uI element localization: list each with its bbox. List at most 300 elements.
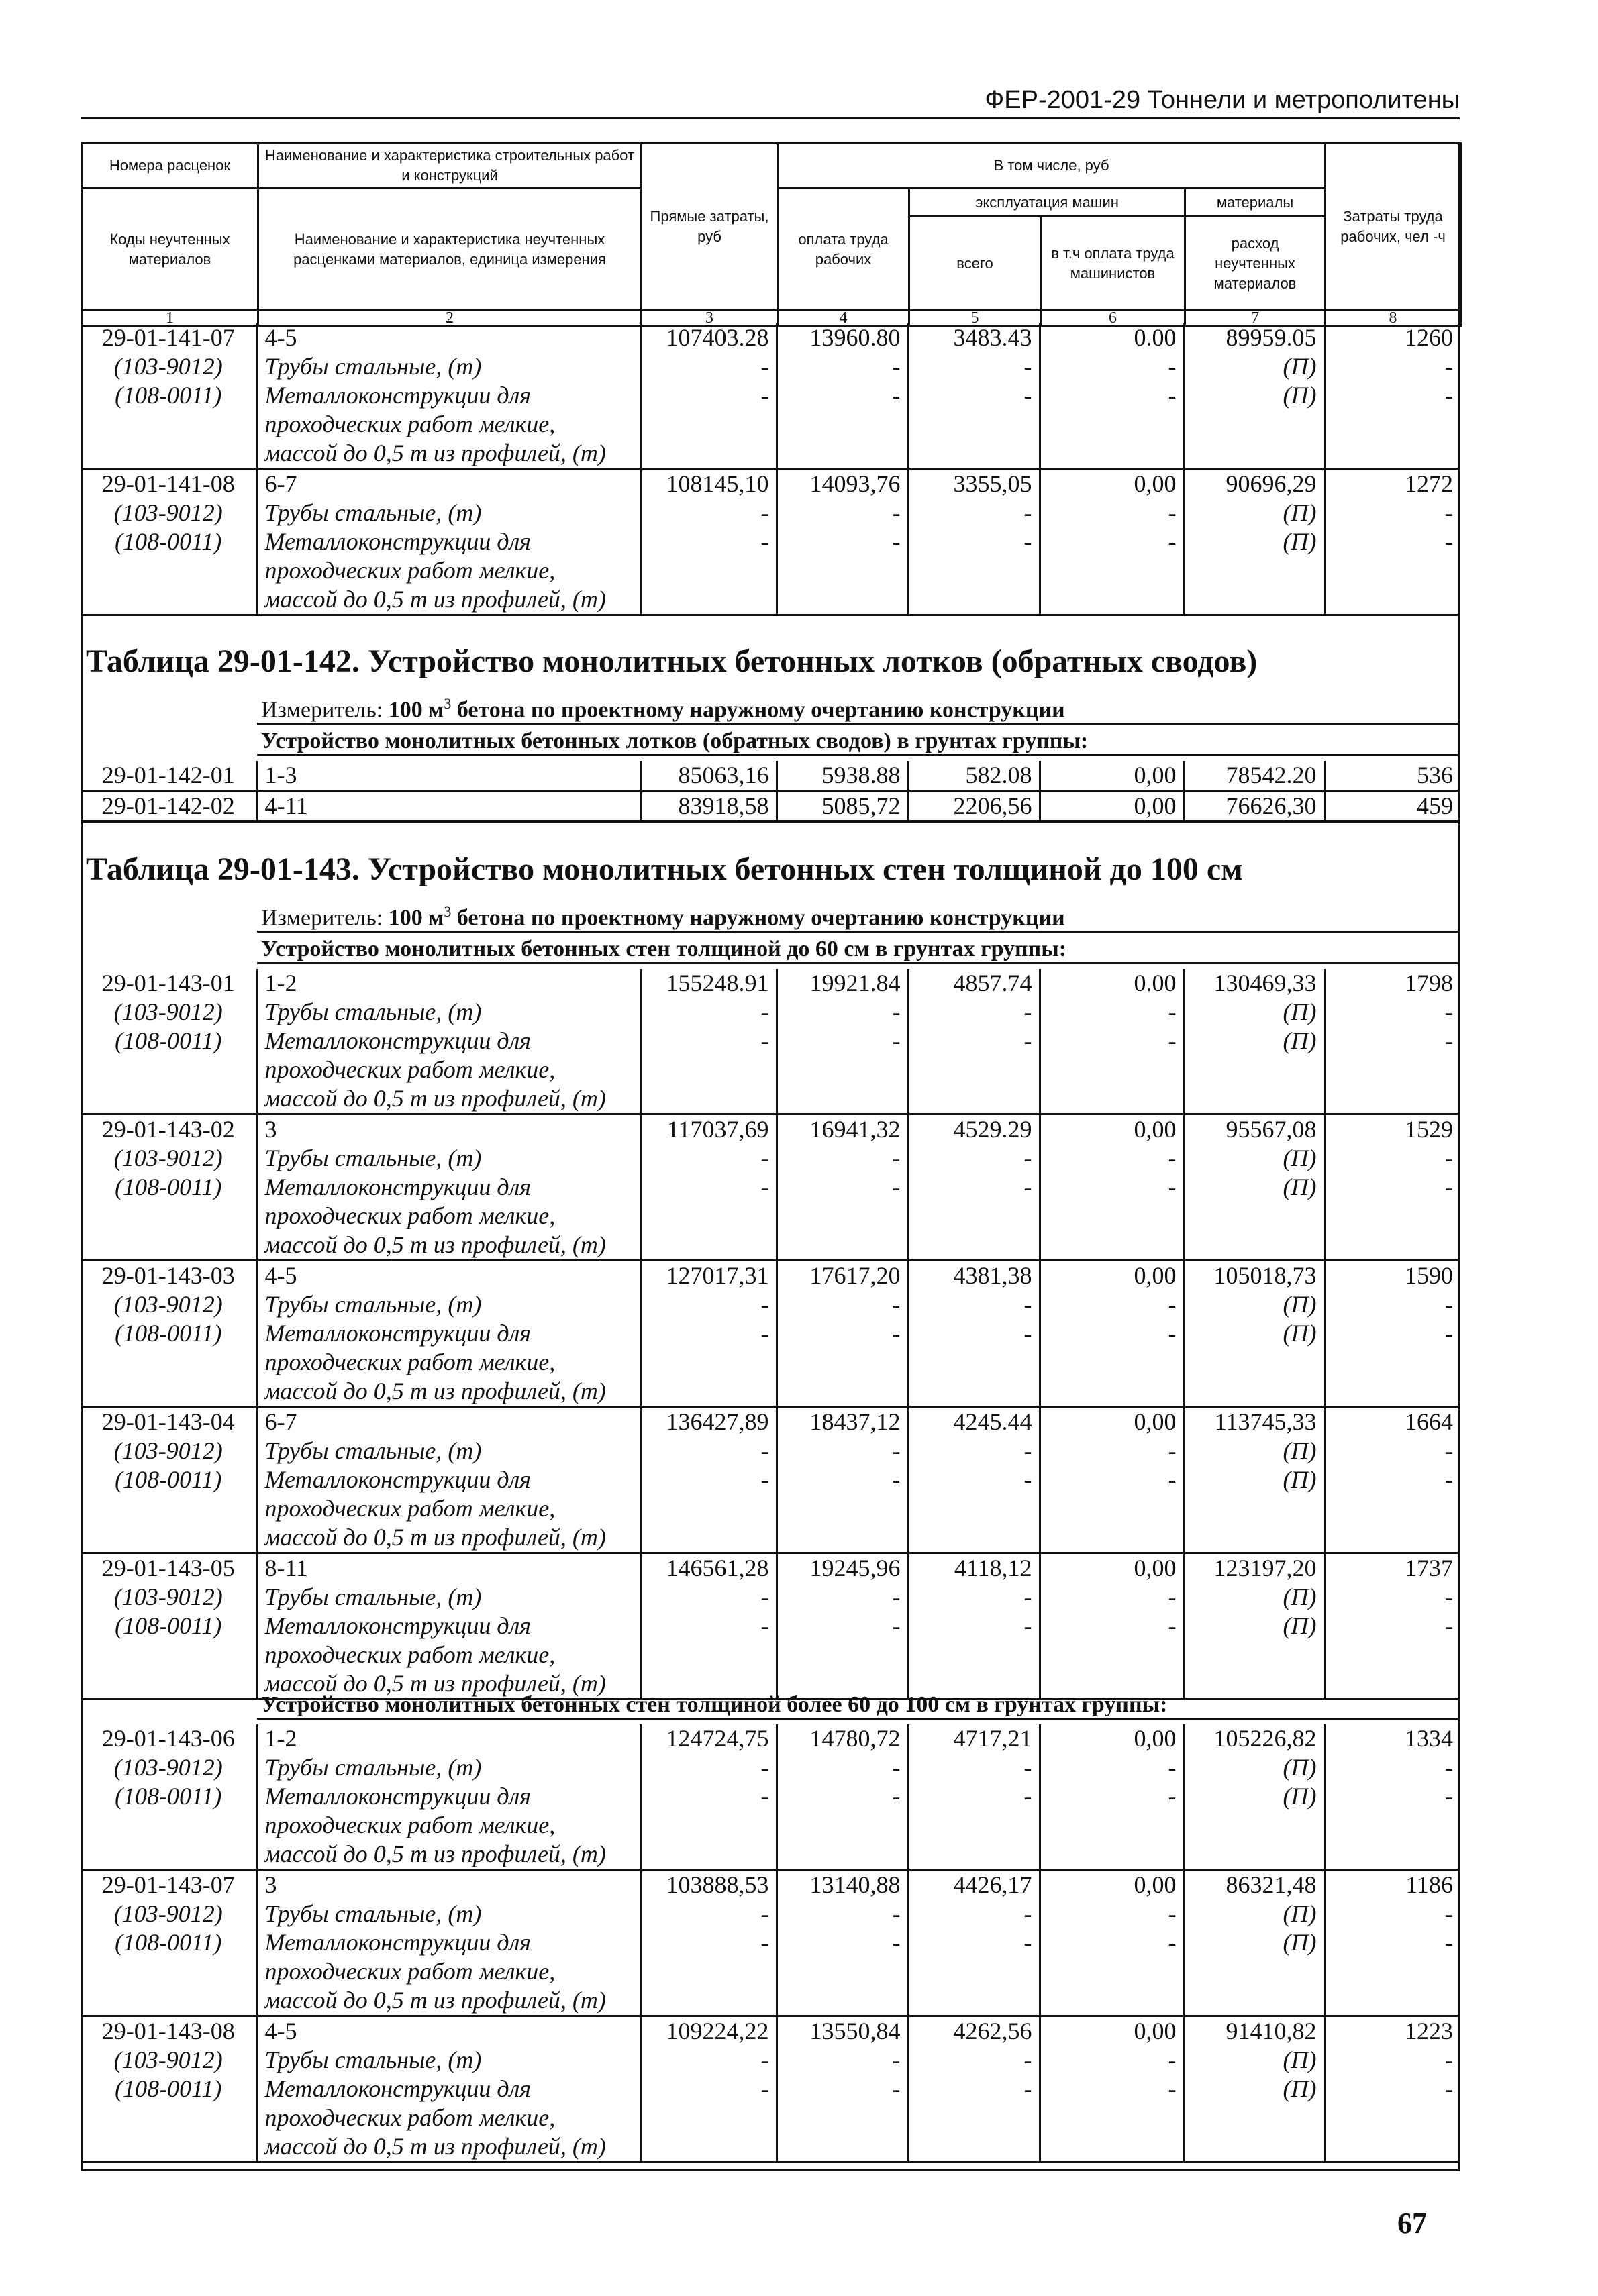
labor-hours: 1272 [1324, 469, 1460, 499]
machinist-wages [1040, 439, 1184, 469]
rate-code: 29-01-143-02 [101, 1116, 235, 1143]
material-name: Металлоконструкции для [257, 1027, 640, 1055]
direct-costs: - [640, 1173, 777, 1202]
materials-usage: (П) [1184, 1437, 1324, 1465]
material-code: (103-9012) [113, 1583, 223, 1610]
material-code [81, 1494, 257, 1523]
soil-group: 1-3 [257, 761, 640, 791]
machines-total: - [908, 1173, 1040, 1202]
machines-total: - [908, 2075, 1040, 2103]
col-wages: оплата труда рабочих [778, 189, 909, 311]
material-name: Трубы стальные, (т) [257, 1437, 640, 1465]
material-row [81, 1753, 1460, 1782]
labor-hours [1324, 1377, 1460, 1407]
running-header: ФЕР-2001-29 Тоннели и метрополитены [81, 86, 1460, 119]
direct-costs [640, 1055, 777, 1084]
machinist-wages [1040, 1523, 1184, 1553]
materials-cost: 76626,30 [1184, 791, 1324, 822]
labor-hours [1324, 1202, 1460, 1231]
page-number: 67 [1397, 2207, 1427, 2240]
worker-wages: - [777, 1290, 908, 1319]
machinist-wages [1040, 556, 1184, 585]
worker-wages [777, 585, 908, 615]
worker-wages: - [777, 1027, 908, 1055]
col-number: 7 [1185, 311, 1326, 326]
table-row [81, 1407, 1460, 1437]
machinist-wages: 0,00 [1040, 2016, 1184, 2046]
machinist-wages: - [1040, 1899, 1184, 1928]
material-row [81, 1173, 1460, 1202]
materials-usage [1184, 1202, 1324, 1231]
worker-wages [777, 556, 908, 585]
material-code [81, 1811, 257, 1840]
material-name: Металлоконструкции для [257, 1612, 640, 1640]
materials-usage [1184, 556, 1324, 585]
table-row [81, 761, 1460, 791]
materials-usage [1184, 410, 1324, 439]
materials-cost: 78542.20 [1184, 761, 1324, 791]
soil-group: 8-11 [257, 1553, 640, 1583]
machines-total [908, 556, 1040, 585]
machinist-wages [1040, 1348, 1184, 1377]
materials-usage [1184, 1055, 1324, 1084]
machinist-wages [1040, 1231, 1184, 1261]
material-name: Трубы стальные, (т) [257, 1583, 640, 1612]
worker-wages: - [777, 2046, 908, 2075]
labor-hours [1324, 1640, 1460, 1669]
material-row [81, 1612, 1460, 1640]
machinist-wages: - [1040, 1173, 1184, 1202]
labor-hours: - [1324, 2046, 1460, 2075]
material-code [81, 1640, 257, 1669]
col-materials-usage: расход неучтенных материалов [1185, 217, 1326, 311]
machinist-wages [1040, 1811, 1184, 1840]
direct-costs: - [640, 998, 777, 1027]
material-row [81, 1811, 1460, 1840]
material-code: (108-0011) [115, 1929, 222, 1956]
machines-total: - [908, 1612, 1040, 1640]
direct-costs: 83918,58 [640, 791, 777, 822]
material-name: Трубы стальные, (т) [257, 352, 640, 381]
rate-code: 29-01-142-02 [81, 791, 257, 822]
materials-usage: (П) [1184, 1173, 1324, 1202]
material-code: (108-0011) [115, 1027, 222, 1054]
materials-cost: 95567,08 [1184, 1114, 1324, 1145]
table-142-measure: Измеритель: 100 $м^3$ бетона по проектному наружному очертанию конструкции [257, 695, 1460, 725]
labor-hours [1324, 556, 1460, 585]
direct-costs [640, 1523, 777, 1553]
material-name: проходческих работ мелкие, [257, 1957, 640, 1986]
rate-code: 29-01-143-05 [101, 1555, 235, 1581]
material-name: массой до 0,5 т из профилей, (т) [257, 585, 640, 615]
machines-total [908, 1840, 1040, 1870]
machines-total: - [908, 1144, 1040, 1173]
material-row [81, 352, 1460, 381]
materials-cost: 91410,82 [1184, 2016, 1324, 2046]
direct-costs [640, 1811, 777, 1840]
soil-group: 3 [257, 1870, 640, 1900]
material-code [81, 556, 257, 585]
machinist-wages: 0,00 [1040, 469, 1184, 499]
machines-total [908, 1811, 1040, 1840]
direct-costs [640, 1348, 777, 1377]
worker-wages: - [777, 1899, 908, 1928]
machinist-wages: - [1040, 1782, 1184, 1811]
material-name: Металлоконструкции для [257, 1319, 640, 1348]
material-code: (108-0011) [115, 2075, 222, 2102]
soil-group: 1-2 [257, 969, 640, 998]
direct-costs [640, 1231, 777, 1261]
material-name: проходческих работ мелкие, [257, 2103, 640, 2132]
direct-costs: 146561,28 [640, 1553, 777, 1583]
material-code: (108-0011) [115, 1783, 222, 1810]
materials-usage: (П) [1184, 1928, 1324, 1957]
machinist-wages [1040, 585, 1184, 615]
labor-hours [1324, 1523, 1460, 1553]
direct-costs: - [640, 1319, 777, 1348]
col-number: 8 [1326, 311, 1461, 326]
material-name: проходческих работ мелкие, [257, 1494, 640, 1523]
materials-usage: (П) [1184, 1899, 1324, 1928]
machines-total: - [908, 1899, 1040, 1928]
machinist-wages: - [1040, 1465, 1184, 1494]
materials-usage: (П) [1184, 1290, 1324, 1319]
direct-costs: 136427,89 [640, 1407, 777, 1437]
material-code: (103-9012) [113, 1145, 223, 1171]
materials-usage: (П) [1184, 1583, 1324, 1612]
worker-wages: - [777, 1583, 908, 1612]
direct-costs: 108145,10 [640, 469, 777, 499]
machines-total [908, 1377, 1040, 1407]
col-labor: Затраты труда рабочих, чел -ч [1326, 144, 1461, 311]
direct-costs: 107403.28 [640, 323, 777, 352]
direct-costs: - [640, 381, 777, 410]
machines-total: - [908, 499, 1040, 527]
soil-group: 3 [257, 1114, 640, 1145]
machinist-wages: - [1040, 1144, 1184, 1173]
labor-hours: 1186 [1324, 1870, 1460, 1900]
material-code: (108-0011) [115, 1612, 222, 1639]
labor-hours [1324, 1494, 1460, 1523]
materials-usage: (П) [1184, 499, 1324, 527]
material-code [81, 1348, 257, 1377]
table-143-rows-2 [81, 1724, 1460, 2163]
machines-total: - [908, 998, 1040, 1027]
table-row [81, 323, 1460, 352]
direct-costs [640, 1986, 777, 2016]
worker-wages [777, 1084, 908, 1114]
material-row [81, 2132, 1460, 2162]
labor-hours [1324, 2103, 1460, 2132]
machinist-wages: - [1040, 998, 1184, 1027]
material-name: массой до 0,5 т из профилей, (т) [257, 2132, 640, 2162]
materials-usage: (П) [1184, 2075, 1324, 2103]
labor-hours: 1664 [1324, 1407, 1460, 1437]
material-code [81, 1202, 257, 1231]
machines-total [908, 2103, 1040, 2132]
labor-hours [1324, 2132, 1460, 2162]
materials-usage: (П) [1184, 527, 1324, 556]
machines-total [908, 1231, 1040, 1261]
table-143-rows-1 [81, 969, 1460, 1700]
machines-total: - [908, 527, 1040, 556]
material-code [81, 410, 257, 439]
materials-usage: (П) [1184, 1319, 1324, 1348]
materials-cost: 105018,73 [1184, 1261, 1324, 1291]
material-name: Трубы стальные, (т) [257, 998, 640, 1027]
material-code: (103-9012) [113, 1437, 223, 1464]
materials-usage: (П) [1184, 352, 1324, 381]
material-name: проходческих работ мелкие, [257, 1055, 640, 1084]
material-row [81, 1583, 1460, 1612]
direct-costs: - [640, 1928, 777, 1957]
material-name: Металлоконструкции для [257, 1928, 640, 1957]
labor-hours: - [1324, 1027, 1460, 1055]
labor-hours: - [1324, 1437, 1460, 1465]
material-name: Трубы стальные, (т) [257, 1144, 640, 1173]
direct-costs: - [640, 1753, 777, 1782]
material-code: (103-9012) [113, 499, 223, 526]
machines-total: 4857.74 [908, 969, 1040, 998]
material-code: (103-9012) [113, 1900, 223, 1927]
machinist-wages: 0,00 [1040, 1724, 1184, 1753]
direct-costs: - [640, 1290, 777, 1319]
direct-costs [640, 556, 777, 585]
machines-total: 4262,56 [908, 2016, 1040, 2046]
worker-wages [777, 2103, 908, 2132]
material-name: проходческих работ мелкие, [257, 1348, 640, 1377]
direct-costs: 109224,22 [640, 2016, 777, 2046]
soil-group: 4-5 [257, 1261, 640, 1291]
labor-hours: - [1324, 1612, 1460, 1640]
material-row [81, 381, 1460, 410]
worker-wages: - [777, 527, 908, 556]
labor-hours [1324, 585, 1460, 615]
machinist-wages [1040, 1640, 1184, 1669]
col-number: 3 [642, 311, 778, 326]
direct-costs [640, 1084, 777, 1114]
worker-wages: 19245,96 [777, 1553, 908, 1583]
labor-hours: - [1324, 1782, 1460, 1811]
worker-wages: 13140,88 [777, 1870, 908, 1900]
col-rates-numbers: Номера расценок [82, 144, 258, 189]
col-direct-costs: Прямые затраты, руб [642, 144, 778, 311]
direct-costs [640, 1640, 777, 1669]
labor-hours: - [1324, 1144, 1460, 1173]
material-row [81, 1523, 1460, 1553]
materials-usage: (П) [1184, 1782, 1324, 1811]
machinist-wages [1040, 1494, 1184, 1523]
table-row [81, 469, 1460, 499]
direct-costs: - [640, 1437, 777, 1465]
material-code [81, 2103, 257, 2132]
materials-cost: 105226,82 [1184, 1724, 1324, 1753]
machines-total: 582.08 [908, 761, 1040, 791]
soil-group: 6-7 [257, 1407, 640, 1437]
col-material-names: Наименование и характеристика неучтенных расценками материалов, единица измерения [258, 189, 642, 311]
worker-wages: - [777, 1319, 908, 1348]
material-row [81, 1957, 1460, 1986]
material-row [81, 1465, 1460, 1494]
direct-costs [640, 1494, 777, 1523]
labor-hours: - [1324, 1928, 1460, 1957]
machinist-wages: - [1040, 1583, 1184, 1612]
machines-total [908, 1523, 1040, 1553]
direct-costs: - [640, 1027, 777, 1055]
direct-costs [640, 1377, 777, 1407]
material-name: массой до 0,5 т из профилей, (т) [257, 1986, 640, 2016]
material-name: массой до 0,5 т из профилей, (т) [257, 1840, 640, 1870]
labor-hours: - [1324, 1583, 1460, 1612]
soil-group: 4-5 [257, 2016, 640, 2046]
labor-hours: - [1324, 1290, 1460, 1319]
materials-usage [1184, 1377, 1324, 1407]
col-number: 2 [258, 311, 642, 326]
labor-hours: - [1324, 352, 1460, 381]
table-143-measure: Измеритель: 100 $м^3$ бетона по проектному наружному очертанию конструкции [257, 903, 1460, 933]
material-code: (103-9012) [113, 998, 223, 1025]
machines-total: - [908, 1027, 1040, 1055]
material-name: Трубы стальные, (т) [257, 2046, 640, 2075]
worker-wages: 19921.84 [777, 969, 908, 998]
machines-total [908, 1055, 1040, 1084]
material-code: (108-0011) [115, 1320, 222, 1347]
material-row [81, 1348, 1460, 1377]
col-material-codes: Коды неучтенных материалов [82, 189, 258, 311]
soil-group: 1-2 [257, 1724, 640, 1753]
table-row [81, 1261, 1460, 1291]
machines-total: - [908, 381, 1040, 410]
material-code [81, 1377, 257, 1407]
rate-code: 29-01-143-08 [101, 2018, 235, 2044]
worker-wages [777, 1202, 908, 1231]
machinist-wages: 0,00 [1040, 1114, 1184, 1145]
direct-costs [640, 1840, 777, 1870]
machinist-wages: - [1040, 1612, 1184, 1640]
table-row [81, 969, 1460, 998]
material-name: проходческих работ мелкие, [257, 556, 640, 585]
worker-wages: - [777, 1782, 908, 1811]
machinist-wages: 0,00 [1040, 1553, 1184, 1583]
machinist-wages: - [1040, 1319, 1184, 1348]
material-name: Трубы стальные, (т) [257, 1753, 640, 1782]
col-work-name: Наименование и характеристика строительных работ и конструкций [258, 144, 642, 189]
material-row [81, 439, 1460, 469]
materials-cost: 113745,33 [1184, 1407, 1324, 1437]
labor-hours: 1798 [1324, 969, 1460, 998]
material-code [81, 1084, 257, 1114]
rate-code: 29-01-141-07 [101, 324, 235, 351]
col-number: 1 [82, 311, 258, 326]
material-name: Металлоконструкции для [257, 1173, 640, 1202]
table-row [81, 2016, 1460, 2046]
machines-total: 2206,56 [908, 791, 1040, 822]
labor-hours [1324, 1986, 1460, 2016]
worker-wages [777, 1523, 908, 1553]
worker-wages: 5085,72 [777, 791, 908, 822]
worker-wages [777, 1348, 908, 1377]
materials-usage [1184, 1231, 1324, 1261]
material-row [81, 1231, 1460, 1261]
materials-usage [1184, 1494, 1324, 1523]
table-142-subheading: Устройство монолитных бетонных лотков (обратных сводов) в грунтах группы: [257, 729, 1460, 756]
machines-total: - [908, 2046, 1040, 2075]
material-code: (108-0011) [115, 1466, 222, 1493]
worker-wages: - [777, 499, 908, 527]
materials-usage [1184, 1640, 1324, 1669]
machinist-wages: 0.00 [1040, 323, 1184, 352]
machinist-wages: 0,00 [1040, 1870, 1184, 1900]
material-name: Металлоконструкции для [257, 381, 640, 410]
material-code: (103-9012) [113, 1754, 223, 1781]
labor-hours: - [1324, 1319, 1460, 1348]
machinist-wages [1040, 1202, 1184, 1231]
machinist-wages: - [1040, 1928, 1184, 1957]
labor-hours: - [1324, 1465, 1460, 1494]
material-code: (108-0011) [115, 1173, 222, 1200]
direct-costs: - [640, 1899, 777, 1928]
col-machines-total: всего [909, 217, 1041, 311]
machinist-wages [1040, 1055, 1184, 1084]
worker-wages [777, 1840, 908, 1870]
labor-hours: - [1324, 998, 1460, 1027]
direct-costs [640, 1202, 777, 1231]
materials-usage [1184, 2103, 1324, 2132]
direct-costs: - [640, 499, 777, 527]
material-name: проходческих работ мелкие, [257, 410, 640, 439]
direct-costs: 127017,31 [640, 1261, 777, 1291]
labor-hours: - [1324, 499, 1460, 527]
material-row [81, 585, 1460, 615]
machinist-wages: 0,00 [1040, 761, 1184, 791]
machines-total [908, 1640, 1040, 1669]
labor-hours: 1737 [1324, 1553, 1460, 1583]
direct-costs: - [640, 527, 777, 556]
labor-hours: 1590 [1324, 1261, 1460, 1291]
machinist-wages [1040, 1957, 1184, 1986]
material-row [81, 1202, 1460, 1231]
direct-costs [640, 2132, 777, 2162]
machines-total: 3483.43 [908, 323, 1040, 352]
machines-total: - [908, 1319, 1040, 1348]
material-row [81, 998, 1460, 1027]
material-code [81, 1231, 257, 1261]
worker-wages [777, 1231, 908, 1261]
material-row [81, 2046, 1460, 2075]
materials-usage: (П) [1184, 381, 1324, 410]
worker-wages [777, 1055, 908, 1084]
materials-cost: 130469,33 [1184, 969, 1324, 998]
direct-costs: - [640, 2046, 777, 2075]
machines-total: 3355,05 [908, 469, 1040, 499]
material-code: (103-9012) [113, 1291, 223, 1318]
rate-code: 29-01-142-01 [81, 761, 257, 791]
direct-costs: 155248.91 [640, 969, 777, 998]
material-code [81, 1669, 257, 1700]
block-141 [81, 323, 1460, 616]
direct-costs [640, 1957, 777, 1986]
material-row [81, 2103, 1460, 2132]
machines-total [908, 1084, 1040, 1114]
worker-wages: 13550,84 [777, 2016, 908, 2046]
worker-wages: 17617,20 [777, 1261, 908, 1291]
machinist-wages [1040, 1377, 1184, 1407]
labor-hours: - [1324, 1753, 1460, 1782]
machinist-wages: - [1040, 527, 1184, 556]
material-row [81, 1084, 1460, 1114]
machines-total: 4381,38 [908, 1261, 1040, 1291]
materials-usage: (П) [1184, 1753, 1324, 1782]
